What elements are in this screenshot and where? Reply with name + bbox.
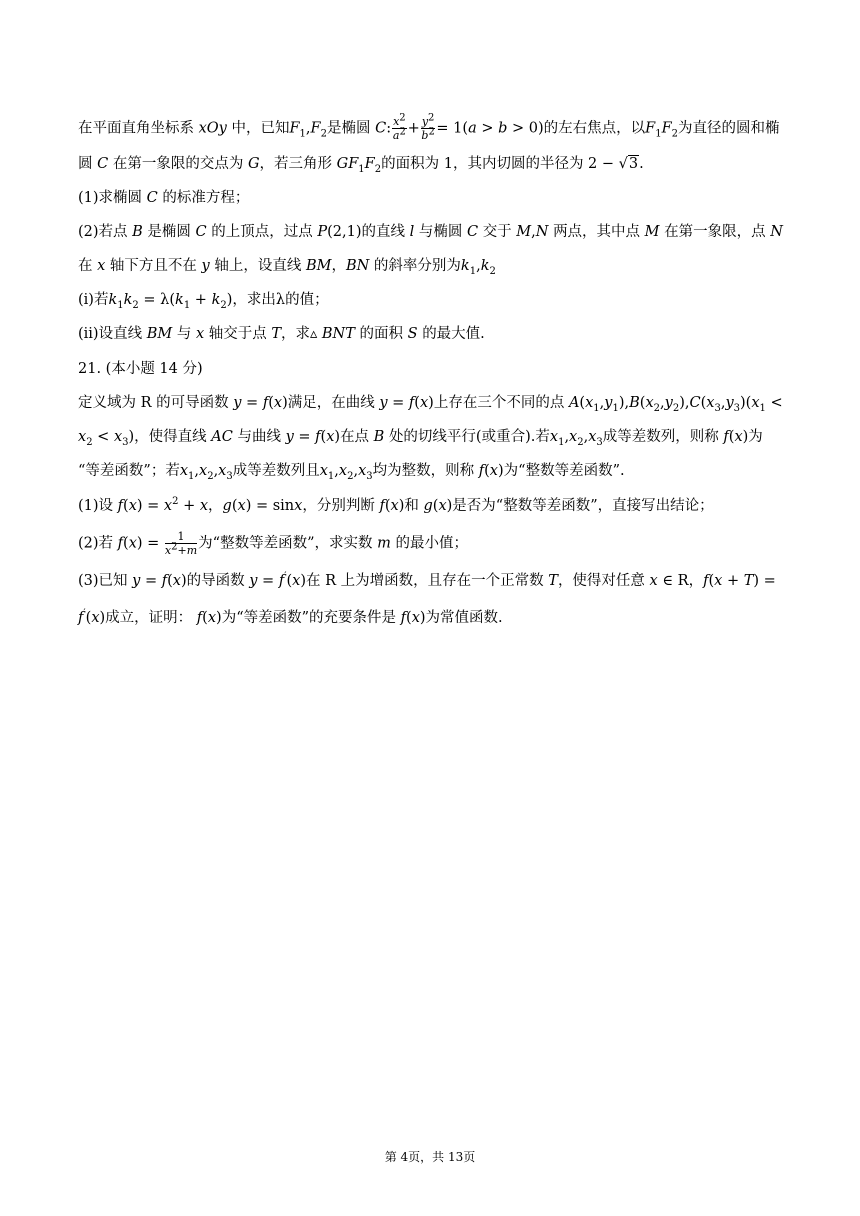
- text: 是否为“整数等差函数”，直接写出结论；: [452, 498, 714, 514]
- q20-part-2-line-1: (2)若点 B 是椭圆 C 的上顶点，过点 P(2,1)的直线 l 与椭圆 C 交于 M,N 两点，其中点 M 在第一象限，点 N: [78, 224, 783, 240]
- q21-part-2: (2)若 f(x) = $\frac{1}{x^2+m}$ 为“整数等差函数”，求实数 m 的最小值；: [78, 530, 468, 557]
- text: 的左右焦点，以: [543, 120, 646, 137]
- text: 与曲线: [237, 429, 281, 445]
- text: 在平面直角坐标系: [78, 120, 194, 137]
- text: (2)若: [78, 535, 114, 552]
- q21-heading: 21. (本小题 14 分): [78, 361, 203, 377]
- text: 的面积为 1，其内切圆的半径为: [381, 156, 584, 172]
- text: 上存在三个不同的点: [433, 395, 565, 411]
- q21-line-2: $x_2 < x_3$)，使得直线 AC 与曲线 y = f(x)在点 B 处的切线平行(或重合).若$x_1,x_2,x_3$成等差数列，则称 f(x)为: [78, 429, 763, 448]
- text: (3)已知: [78, 573, 128, 589]
- text: 和: [404, 498, 419, 514]
- q20-line-2: 圆 C 在第一象限的交点为 G，若三角形 $GF_1F_2$的面积为 1，其内切圆的半径为 2 − √3.: [78, 156, 644, 175]
- text: 的最小值；: [395, 535, 468, 552]
- text: 为“等差函数”的充要条件是: [221, 610, 397, 626]
- text: 的面积: [359, 326, 404, 342]
- text: “等差函数”；若: [78, 463, 180, 479]
- q21-part-3-line-1: (3)已知 y = f(x)的导函数 y = f′(x)在 R 上为增函数，且存在一个正常数 T，使得对任意 x ∈ R，f(x + T) =: [78, 571, 776, 589]
- text: 成等差数列且: [232, 463, 320, 479]
- text: 为直径的圆和椭: [678, 120, 780, 137]
- text: 定义域为 R 的可导函数: [78, 395, 229, 411]
- text: 成等差数列，则称: [602, 429, 719, 445]
- text: 的直线: [361, 224, 405, 240]
- text: 为常值函数.: [425, 610, 503, 626]
- text: 两点，其中点: [553, 224, 641, 240]
- q20-sub-i: (ⅰ)若$k_1k_2 = \lambda(k_1 + k_2)$，求出λ的值；: [78, 292, 329, 311]
- text: 轴下方且不在: [109, 258, 197, 274]
- q21-part-3-line-2: f′(x)成立，证明： f(x)为“等差函数”的充要条件是 f(x)为常值函数.: [78, 608, 503, 626]
- text: ，求▵: [281, 326, 318, 342]
- text: ，分别判断: [302, 498, 375, 514]
- q21-line-3: “等差函数”；若$x_1,x_2,x_3$成等差数列且$x_1,x_2,x_3$均为整数，则称 f(x)为“整数等差函数”.: [78, 463, 625, 482]
- text: .: [639, 156, 644, 172]
- text: ，使得直线: [134, 429, 207, 445]
- text: 轴上，设直线: [214, 258, 302, 274]
- text: 的斜率分别为: [373, 258, 461, 274]
- text: (ⅱ)设直线: [78, 326, 143, 342]
- q20-sub-ii: (ⅱ)设直线 BM 与 x 轴交于点 T，求▵ BNT 的面积 S 的最大值.: [78, 326, 485, 342]
- text: 与: [176, 326, 192, 342]
- text: 成立，证明：: [105, 610, 193, 626]
- text: 是椭圆: [326, 120, 371, 137]
- text: 的最大值.: [422, 326, 485, 342]
- q20-line-1: 在平面直角坐标系 xOy 中，已知$F_1,F_2$是椭圆 C: $\frac{x^2}{a^2}$ + $\frac{y^2}{b^2}$ = 1(a > b > 0)的左右焦点，以$F_1F_2$为直径的圆和椭: [78, 112, 780, 142]
- text: 圆: [78, 156, 93, 172]
- q20-part-2-line-2: 在 x 轴下方且不在 y 轴上，设直线 BM，BN 的斜率分别为$k_1,k_2$: [78, 258, 496, 277]
- page-footer: 第 4页，共 13页: [384, 1150, 476, 1164]
- text: (1)设: [78, 498, 114, 514]
- text: 满足，在曲线: [287, 395, 375, 411]
- text: 为: [748, 429, 763, 445]
- text: 处的切线平行(或重合).若: [388, 429, 550, 445]
- q20-part-1: (1)求椭圆 C 的标准方程；: [78, 190, 250, 206]
- text: 的标准方程；: [162, 190, 250, 206]
- text: (2)若点: [78, 224, 128, 240]
- text: 与椭圆: [418, 224, 463, 240]
- q21-line-1: 定义域为 R 的可导函数 y = f(x)满足，在曲线 y = f(x)上存在三个不同的点 $A(x_1,y_1),B(x_2,y_2),C(x_3,y_3)(x_1$ <: [78, 395, 783, 414]
- text: 在第一象限的交点为: [112, 156, 244, 172]
- text: 为“整数等差函数”.: [503, 463, 625, 479]
- text: ，若三角形: [259, 156, 333, 172]
- text: 为“整数等差函数”，求实数: [198, 535, 373, 552]
- text: 中，已知: [231, 120, 290, 137]
- text: 轴交于点: [208, 326, 267, 342]
- text: 是椭圆: [147, 224, 191, 240]
- text: 在第一象限，点: [664, 224, 766, 240]
- text: 在点: [340, 429, 370, 445]
- text: 在: [78, 258, 93, 274]
- text: 的导函数: [186, 573, 245, 589]
- q21-part-1: (1)设 $f(x) = x^2 + x$，g(x) = sinx，分别判断 f(x)和 g(x)是否为“整数等差函数”，直接写出结论；: [78, 496, 714, 514]
- text: ，求出λ的值；: [232, 292, 329, 308]
- text: 均为整数，则称: [372, 463, 475, 479]
- text: 在 R 上为增函数，且存在一个正常数: [306, 573, 544, 589]
- text: 的上顶点，过点: [211, 224, 313, 240]
- text: ，使得对任意: [557, 573, 645, 589]
- text: (1)求椭圆: [78, 190, 143, 206]
- text: 交于: [482, 224, 512, 240]
- text: (ⅰ)若: [78, 292, 109, 308]
